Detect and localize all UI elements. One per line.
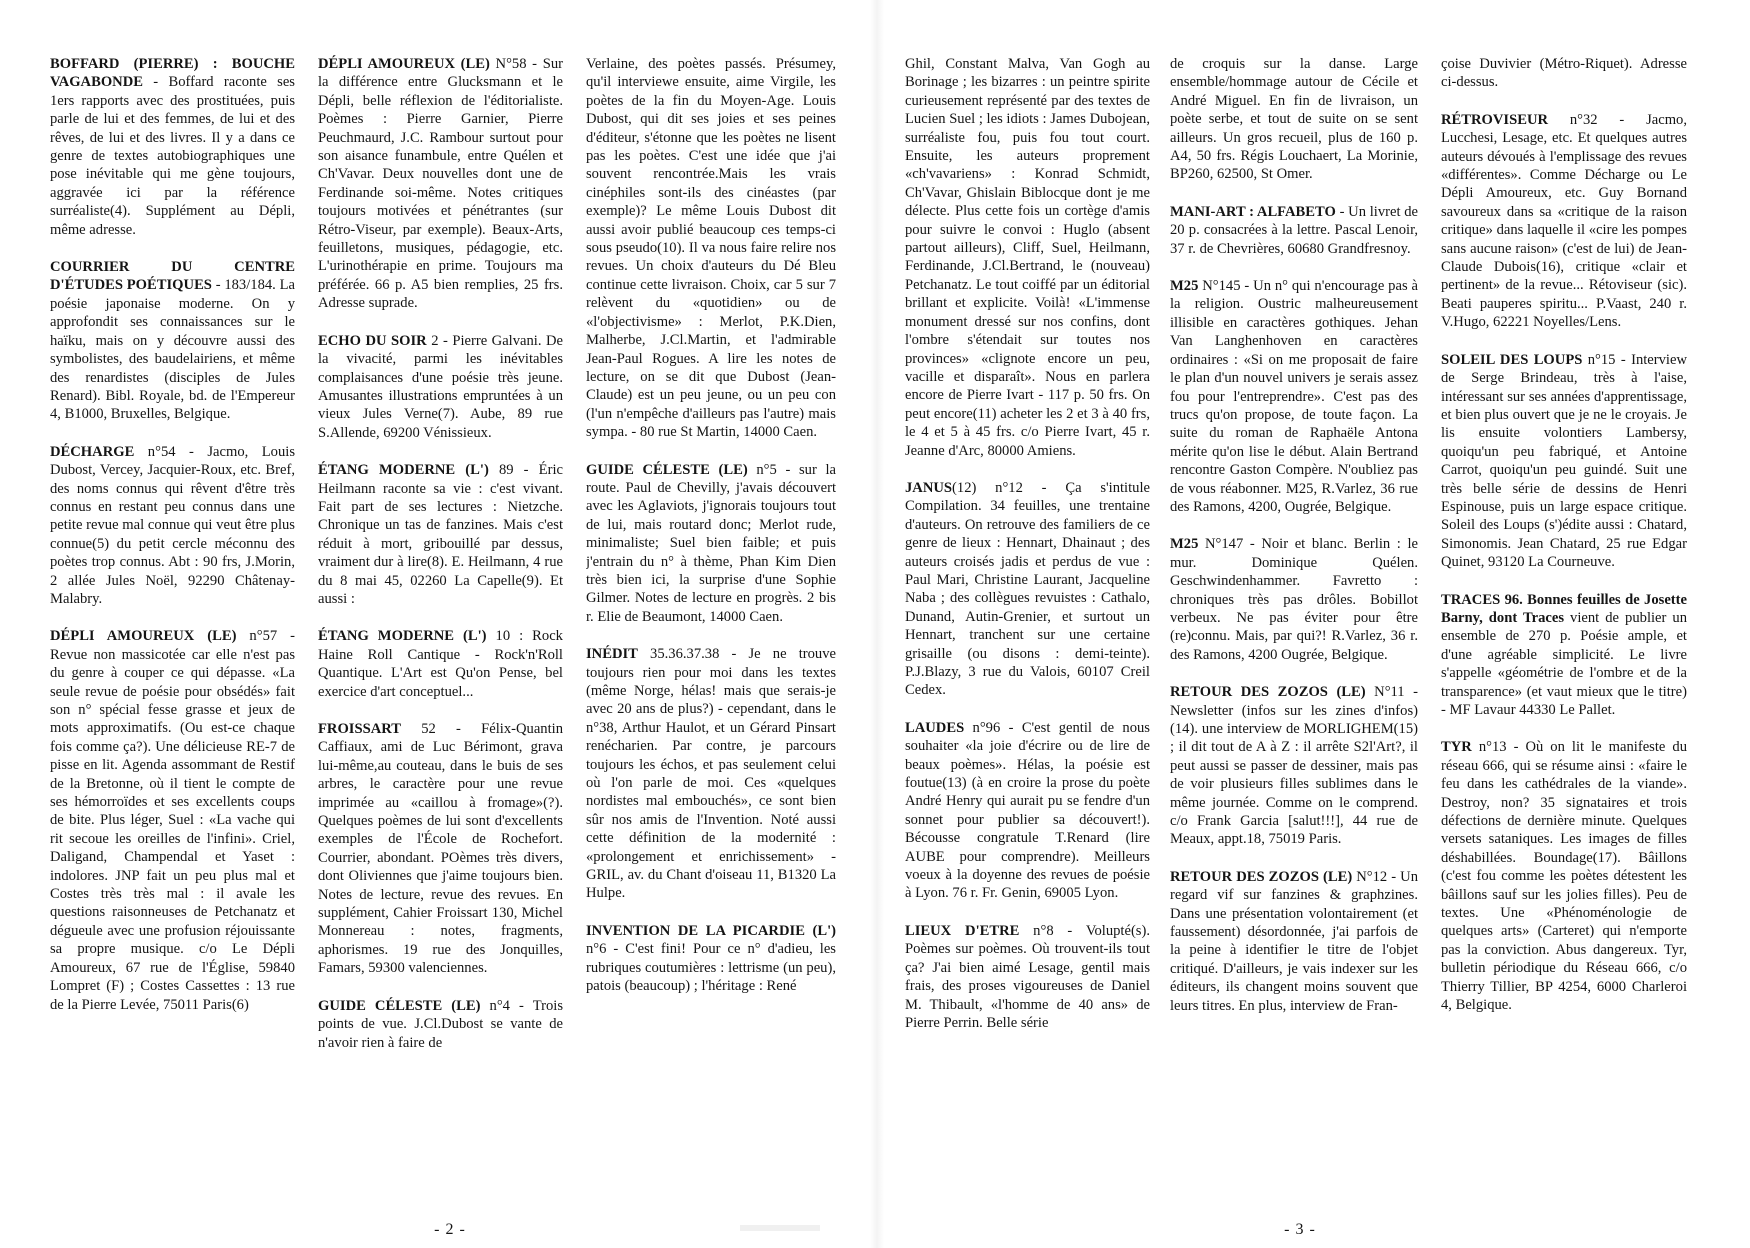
entry-body: n°32 - Jacmo, Lucchesi, Lesage, etc. Et quelques autres auteurs dévoués à l'emplissage des revues «différentes». Comme Décharge ou Le Dépli Amoureux, etc. Guy Bornand savoureux dans sa «critique de la raison critique» dans laquelle il «cire les pompes sans aucune raison» (c'est de lui) de Jean-Claude Dubois(16), critique «clair et pertinent» de la revue... Rétoviseur (sic). Beati pauperes spiritu... P.Vaast, 240 r. V.Hugo, 62221 Noyelles/Lens.	[1441, 111, 1687, 331]
entry-body: vient de publier un ensemble de 270 p. Poésie ample, et d'une agréable simplicité. Le livre s'appelle «géométrie de l'ombre et de la transparence» (et vaut mieux que le titre) - MF Lavaur 44330 Le Pallet.	[1441, 609, 1687, 718]
review-entry	[905, 922, 1150, 1032]
page-number-right: - 3 -	[1284, 1221, 1316, 1238]
entry-body: - 183/184. La poésie japonaise moderne. On y approfondit ses connaissances sur le haïku, mais on y découvre aussi des symbolistes, des baudelairiens, et même des renardistes (disciples de Jules Renard). Bibl. Royale, bd. de l'Empereur 4, B1000, Bruxelles, Belgique.	[50, 277, 295, 423]
page-left	[50, 55, 850, 1238]
review-entry	[905, 55, 1150, 460]
entry-title: ÉTANG MODERNE (L')	[318, 628, 487, 645]
entry-body: 89 - Éric Heilmann raconte sa vie : c'est vivant. Fait part de ses lectures : Nietzche. Chronique un tas de fanzines. Mais c'est réduit à mort, gribouillé par dessus, vraiment dur à lire(8). E. Heilmann, 4 rue du 8 mai 45, 02260 La Capelle(9). Et aussi :	[318, 462, 563, 607]
entry-body: N°11 - Newsletter (infos sur les zines d'infos)(14). une interview de MORLIGHEM(15) ; il dit tout de A à Z : il arrête S2l'Art?, il peut aussi se passer de dessiner, mais pas de voir plusieurs filles sublimes dans le même journée. Comme on le comprend. c/o Frank Garcia [salut!!!], 44 rue de Meaux, appt.18, 75019 Paris.	[1170, 684, 1418, 848]
entry-title: ECHO DU SOIR	[318, 332, 427, 349]
review-entry	[1170, 535, 1418, 664]
review-entry	[586, 922, 836, 996]
entry-title: GUIDE CÉLESTE (LE)	[586, 461, 748, 478]
review-entry	[1441, 351, 1687, 572]
review-entry	[318, 627, 563, 701]
entry-title: MANI-ART : ALFABETO	[1170, 203, 1336, 220]
entry-title: RETOUR DES ZOZOS (LE)	[1170, 684, 1366, 701]
entry-title: TRACES 96. Bonnes feuilles de Josette Barny, dont Traces	[1441, 591, 1687, 626]
entry-title: FROISSART	[318, 721, 402, 737]
page-right	[905, 55, 1695, 1238]
entry-body: 2 - Pierre Galvani. De la vivacité, parmi les inévitables complaisances d'une poésie très jeune. Amusantes illustrations empruntées à un vieux Jules Verne(7). Aube, 89 rue S.Allende, 69200 Vénissieux.	[318, 332, 563, 441]
scan-smudge	[740, 1225, 820, 1231]
review-entry	[1170, 277, 1418, 516]
entry-title: COURRIER DU CENTRE D'ÉTUDES POÉTIQUES	[50, 259, 295, 294]
entry-title: INÉDIT	[586, 646, 638, 663]
review-entry	[905, 479, 1150, 700]
column-6	[1441, 55, 1687, 1205]
review-entry	[50, 55, 295, 239]
entry-body: - Un livret de 20 p. consacrées à la lettre. Pascal Lenoir, 37 r. de Chevrières, 60680 Grandfresnoy.	[1170, 203, 1418, 257]
entry-title: M25	[1170, 278, 1199, 295]
entry-title: TYR	[1441, 739, 1472, 756]
review-entry	[318, 461, 563, 608]
review-entry	[1170, 203, 1418, 258]
review-entry	[1441, 111, 1687, 332]
entry-body: Ghil, Constant Malva, Van Gogh au Borinage ; les bizarres : un peintre spirite curieusement représenté par des textes de Lucien Suel ; les idiots : James Dubojean, surréaliste fou, puis fou tout court. Ensuite, les auteurs proprement «ch'vavariens» : Konrad Schmidt, Ch'Vavar, Ghislain Biblocque dont je me délecte. Plus cette fois un cortège d'amis pour suivre le convoi : Huglo (absent partout ailleurs), Cliff, Suel, Heilmann, Ferdinande, J.Cl.Bertrand, le (nouveau) Petchanatz. Le tout coiffé par un éditorial brillant et explicite. Voilà! «L'immense monument dressé sur nos confins, dont l'ombre s'étendait sur toutes nos provinces» «clignote encore un peu, vacille et disparaît». Nous en parlera encore de Pierre Ivart - 117 p. 50 frs. On peut encore(11) acheter les 2 et 3 à 40 frs, le 4 et 5 à 45 frs. c/o Pierre Ivart, 45 r. Jeanne d'Arc, 80000 Amiens.	[905, 56, 1150, 459]
column-4	[905, 55, 1150, 1205]
entry-body: n°54 - Jacmo, Louis Dubost, Vercey, Jacquier-Roux, etc. Bref, des noms connus qui rêvent d'être très connus en restant peu connus dans une petite revue mal connue qui veut être plus connue(5) du petit cercle méconnu des poètes trop connus. Abt : 90 frs, J.Morin, 2 allée Jules Noël, 92290 Châtenay-Malabry.	[50, 443, 295, 607]
entry-body: n°96 - C'est gentil de nous souhaiter «la joie d'écrire ou de lire de beaux poèmes». Hélas, la poésie est foutue(13) (à en croire la prose du poète André Henry qui aurait pu se fendre d'un sonnet pour publier sa découvert!). Bécousse congratule T.Renard (lire AUBE pour comprendre). Meilleurs voeux à la doyenne des revues de poésie à Lyon. 76 r. Fr. Genin, 69005 Lyon.	[905, 719, 1150, 902]
entry-body: (12) n°12 - Ça s'intitule Compilation. 34 feuilles, une trentaine d'auteurs. On retrouve des familiers de ce genre de lieux : Hennart, Dhainaut ; des auteurs croisés jadis et perdus de vue : Paul Mari, Christine Laurant, Jacqueline Naba ; des collègues revuistes : Cathalo, Dunand, Autin-Grenier, et surtout un Hennart, tranchent sur une certaine grisaille (ou disons : demi-teinte). P.J.Blazy, 3 rue du Valois, 60107 Creil Cedex.	[905, 479, 1150, 699]
entry-title: JANUS	[905, 479, 953, 496]
entry-title: ÉTANG MODERNE (L')	[318, 462, 489, 479]
entry-title: M25	[1170, 536, 1199, 553]
entry-body: n°13 - Où on lit le manifeste du réseau 666, qui se résume ainsi : «faire le feu dans les cathédrales de la viande». Destroy, non? 35 signataires et trois défections de dernière minute. Quelques versets sataniques. Les images de filles déshabillées. Boundage(17). Bâillons (c'est fou comme les poètes détestent les bâillons sauf sur les jolies filles). Peu de textes. Une «Phénoménologie de quelques arts» (Carteret) qui n'emporte pas la conviction. Abus dangereux. Tyr, bulletin périodique du Réseau 666, c/o Thierry Tillier, BP 4254, 6000 Charleroi 4, Belgique.	[1441, 739, 1687, 1014]
review-entry	[1441, 55, 1687, 92]
page-number-left: - 2 -	[434, 1221, 466, 1238]
entry-body: çoise Duvivier (Métro-Riquet). Adresse ci-dessus.	[1441, 56, 1687, 91]
entry-title: GUIDE CÉLESTE (LE)	[318, 997, 481, 1014]
entry-title: LAUDES	[905, 719, 965, 736]
review-entry	[50, 627, 295, 1014]
entry-body: n°6 - C'est fini! Pour ce n° d'adieu, les rubriques coutumières : lettrisme (un peu), patois (beaucoup) ; l'héritage : René	[586, 941, 836, 995]
entry-body: de croquis sur la danse. Large ensemble/hommage autour de Cécile et André Miguel. En fin de livraison, un poète serbe, et tout de suite on se sent ailleurs. Un gros recueil, plus de 160 p. A4, 50 frs. Régis Louchaert, La Morinie, BP260, 62500, St Omer.	[1170, 56, 1418, 183]
entry-body: Verlaine, des poètes passés. Présumey, qu'il interviewe ensuite, aime Virgile, les poètes de la fin du Moyen-Age. Louis Dubost, qui dit ses joies et ses peines d'éditeur, s'étonne que les poètes ne lisent pas les poètes. C'est une idée que j'ai souvent rencontrée.Mais les vrais cinéphiles sont-ils des cinéastes (par exemple)? Le même Louis Dubost dit aussi avoir publié beaucoup ces temps-ci sous pseudo(10). Il va nous faire relire nos revues. Un choix d'auteurs du Dé Bleu continue cette livraison. Choix, car 5 sur 7 relèvent du «quotidien» ou de «l'objectivisme» : Merlot, P.K.Dien, Malherbe, J.Cl.Martin, et l'admirable Jean-Paul Rogues. A lire les notes de lecture, on se dit que Dubost (Jean-Claude) est un peu jeune, ou un peu con (l'un n'empêche d'ailleurs pas l'autre) mais sympa. - 80 rue St Martin, 14000 Caen.	[586, 56, 836, 441]
review-entry	[1441, 738, 1687, 1014]
entry-body: N°58 - Sur la différence entre Glucksmann et le Dépli, belle réflexion de l'éditorialiste. Poèmes : Pierre Garnier, Pierre Peuchmaurd, J.C. Rambour surtout pour son aisance funambule, entre Quélen et Ch'Vavar. Deux nouvelles dont une de Ferdinande soi-même. Notes critiques toujours motivées et pénétrantes (sur Rétro-Viseur, par exemple). Beaux-Arts, feuilletons, musiques, pédagogie, etc. L'urinothérapie en prime. Toujours ma préférée. 66 p. A5 bien remplies, 25 frs. Adresse suprade.	[318, 56, 563, 312]
review-entry	[318, 720, 563, 978]
review-entry	[318, 997, 563, 1052]
entry-title: SOLEIL DES LOUPS	[1441, 351, 1583, 368]
column-5	[1170, 55, 1418, 1205]
entry-title: DÉPLI AMOUREUX (LE)	[50, 628, 237, 645]
entry-title: RETOUR DES ZOZOS (LE)	[1170, 868, 1353, 885]
entry-body: N°12 - Un regard vif sur fanzines & graphzines. Dans une présentation volontairement (et faussement) désordonnée, j'ai parfois de la peine à identifier le titre de l'objet critiqué. D'ailleurs, je vais indexer sur les éditeurs, ils changent moins souvent que leurs titres. En plus, interview de Fran-	[1170, 868, 1418, 1014]
entry-body: N°145 - Un n° qui n'encourage pas à la religion. Oustric malheureusement illisible en caractères gothiques. Jehan Van Langhenhoven en caractères ordinaires : «Si on me proposait de faire le plan d'un nouvel univers je serais assez fou pour l'entreprendre». C'est pas des trucs qu'on propose, de toute façon. La suite du roman de Raphaële Antona mérite qu'on lise le début. Alain Bertrand rencontre Gaston Compère. N'oubliez pas de vous réabonner. M25, R.Varlez, 36 rue des Ramons, 4200, Ougrée, Belgique.	[1170, 278, 1418, 515]
entry-title: INVENTION DE LA PICARDIE (L')	[586, 922, 836, 939]
entry-title: DÉCHARGE	[50, 443, 135, 460]
review-entry	[905, 719, 1150, 903]
entry-body: n°4 - Trois points de vue. J.Cl.Dubost se vante de n'avoir rien à faire de	[318, 997, 563, 1051]
review-entry	[1441, 591, 1687, 720]
entry-title: RÉTROVISEUR	[1441, 111, 1549, 128]
review-entry	[1170, 868, 1418, 1015]
review-entry	[586, 55, 836, 442]
review-entry	[50, 258, 295, 424]
entry-title: BOFFARD (PIERRE) : BOUCHE VAGABONDE	[50, 56, 295, 91]
entry-body: 35.36.37.38 - Je ne trouve toujours rien pour moi dans les textes (même Norge, hélas! mais que serais-je avec 20 ans de plus?) - cependant, dans le n°38, Arthur Haulot, et un Gérard Pinsart renécharien. Par contre, je parcours toujours les échos, et pas seulement celui où l'on parle de moi. Ces «quelques nordistes mal embouchés», ce sont bien sûr nos amis de l'Invention. Noté aussi cette définition de la modernité : «prolongement et enrichissement» - GRIL, av. du Chant d'oiseau 11, B1320 La Hulpe.	[586, 646, 836, 902]
entry-title: DÉPLI AMOUREUX (LE)	[318, 56, 490, 72]
review-entry	[318, 332, 563, 442]
column-1	[50, 55, 295, 1205]
review-entry	[318, 55, 563, 313]
entry-body: n°8 - Volupté(s). Poèmes sur poèmes. Où trouvent-ils tout ça? J'ai bien aimé Lesage, gentil mais frais, des proses vigoureuses de Daniel M. Thibault, «l'homme de 40 ans» de Pierre Perrin. Belle série	[905, 922, 1150, 1031]
entry-body: 52 - Félix-Quantin Caffiaux, ami de Luc Bérimont, grava lui-même,au couteau, dans le buis de ses arbres, le caractère pour une revue imprimée au «caillou à fromage»(?). Quelques poèmes de lui sont d'excellents exemples de l'École de Rochefort. Courrier, abondant. POèmes très divers, dont Oliviennes que j'aime toujours bien. Notes de lecture, revue des revues. En supplément, Cahier Froissart 130, Michel Monnereau : notes, fragments, aphorismes. 19 rue des Jonquilles, Famars, 59300 valenciennes.	[318, 721, 563, 977]
page-gutter	[870, 0, 884, 1248]
entry-body: n°15 - Interview de Serge Brindeau, très à l'aise, intéressant sur ses années d'apprentissage, et bien plus ouvert que je ne le croyais. Je lis ensuite volontiers Lambersy, quoiqu'un peu fabriqué, et Antoine Carrot, quoiqu'un peu guindé. Suit une très belle série de dessins de Henri Espinouse, puis un large espace critique. Soleil des Loups (s')édite aussi : Chatard, Simonomis. Jean Chatard, 25 rue Edgar Quinet, 93120 La Courneuve.	[1441, 351, 1687, 571]
entry-title: LIEUX D'ETRE	[905, 922, 1020, 939]
review-entry	[586, 645, 836, 903]
column-3	[586, 55, 836, 1205]
entry-body: n°5 - sur la route. Paul de Chevilly, j'avais découvert avec les Aglaviots, j'ignorais toujours tout de lui, mais routard donc; Merlot rude, minimaliste; Suel bien faible; et puis j'entrain du n° à thème, Phan Kim Dien très bien ici, la surprise d'une Sophie Gilmer. Notes de lecture en progrès. 2 bis r. Elie de Beaumont, 14000 Caen.	[586, 461, 836, 625]
column-2	[318, 55, 563, 1205]
review-entry	[1170, 683, 1418, 849]
entry-body: 10 : Rock Haine Roll Cantique - Rock'n'Roll Quantique. L'Art est Qu'on Pense, bel exercice d'art conceptuel...	[318, 628, 563, 700]
review-entry	[1170, 55, 1418, 184]
entry-body: n°57 - Revue non massicotée car elle n'est pas du genre à couper ce qui dépasse. «La seule revue de poésie pour obsédés» fait son n° spécial fesse grasse et jeux de mots approximatifs. (Ou est-ce chaque fois comme ça?). Une délicieuse RE-7 de pisse en lit. Agenda assommant de Restif de la Bretonne, où il tient le compte de ses hémorroïdes et ses excellents coups de bite. Plus léger, Suel : «La vache qui rit secoue les oreilles de l'infini». Criel, Daligand, Champendal et Yaset : indolores. JNP fait un peu plus mal et Costes très très mal : il avale les questions raisonneuses de Petchanatz et dégueule avec une profusion réjouissante sa propre musique. c/o Le Dépli Amoureux, 67 rue de l'Église, 59840 Lompret (F) ; Costes Cassettes : 13 rue de la Pierre Levée, 75011 Paris(6)	[50, 628, 295, 1013]
entry-body: N°147 - Noir et blanc. Berlin : le mur. Dominique Quélen. Geschwindenhammer. Favretto : chroniques très pas drôles. Bobillot verbeux. Ne pas éviter pour être (re)connu. Mais, par qui?! R.Varlez, 36 r. des Ramons, 4200 Ougrée, Belgique.	[1170, 536, 1418, 663]
review-entry	[586, 461, 836, 627]
entry-body: - Boffard raconte ses 1ers rapports avec des prostituées, puis parle de lui et des femmes, de lui et des rêves, de lui et des livres. Il y a dans ce genre de textes autobiographiques une pose inévitable qui me gène toujours, aggravée ici par la référence surréaliste(4). Supplément au Dépli, même adresse.	[50, 74, 295, 238]
review-entry	[50, 443, 295, 609]
